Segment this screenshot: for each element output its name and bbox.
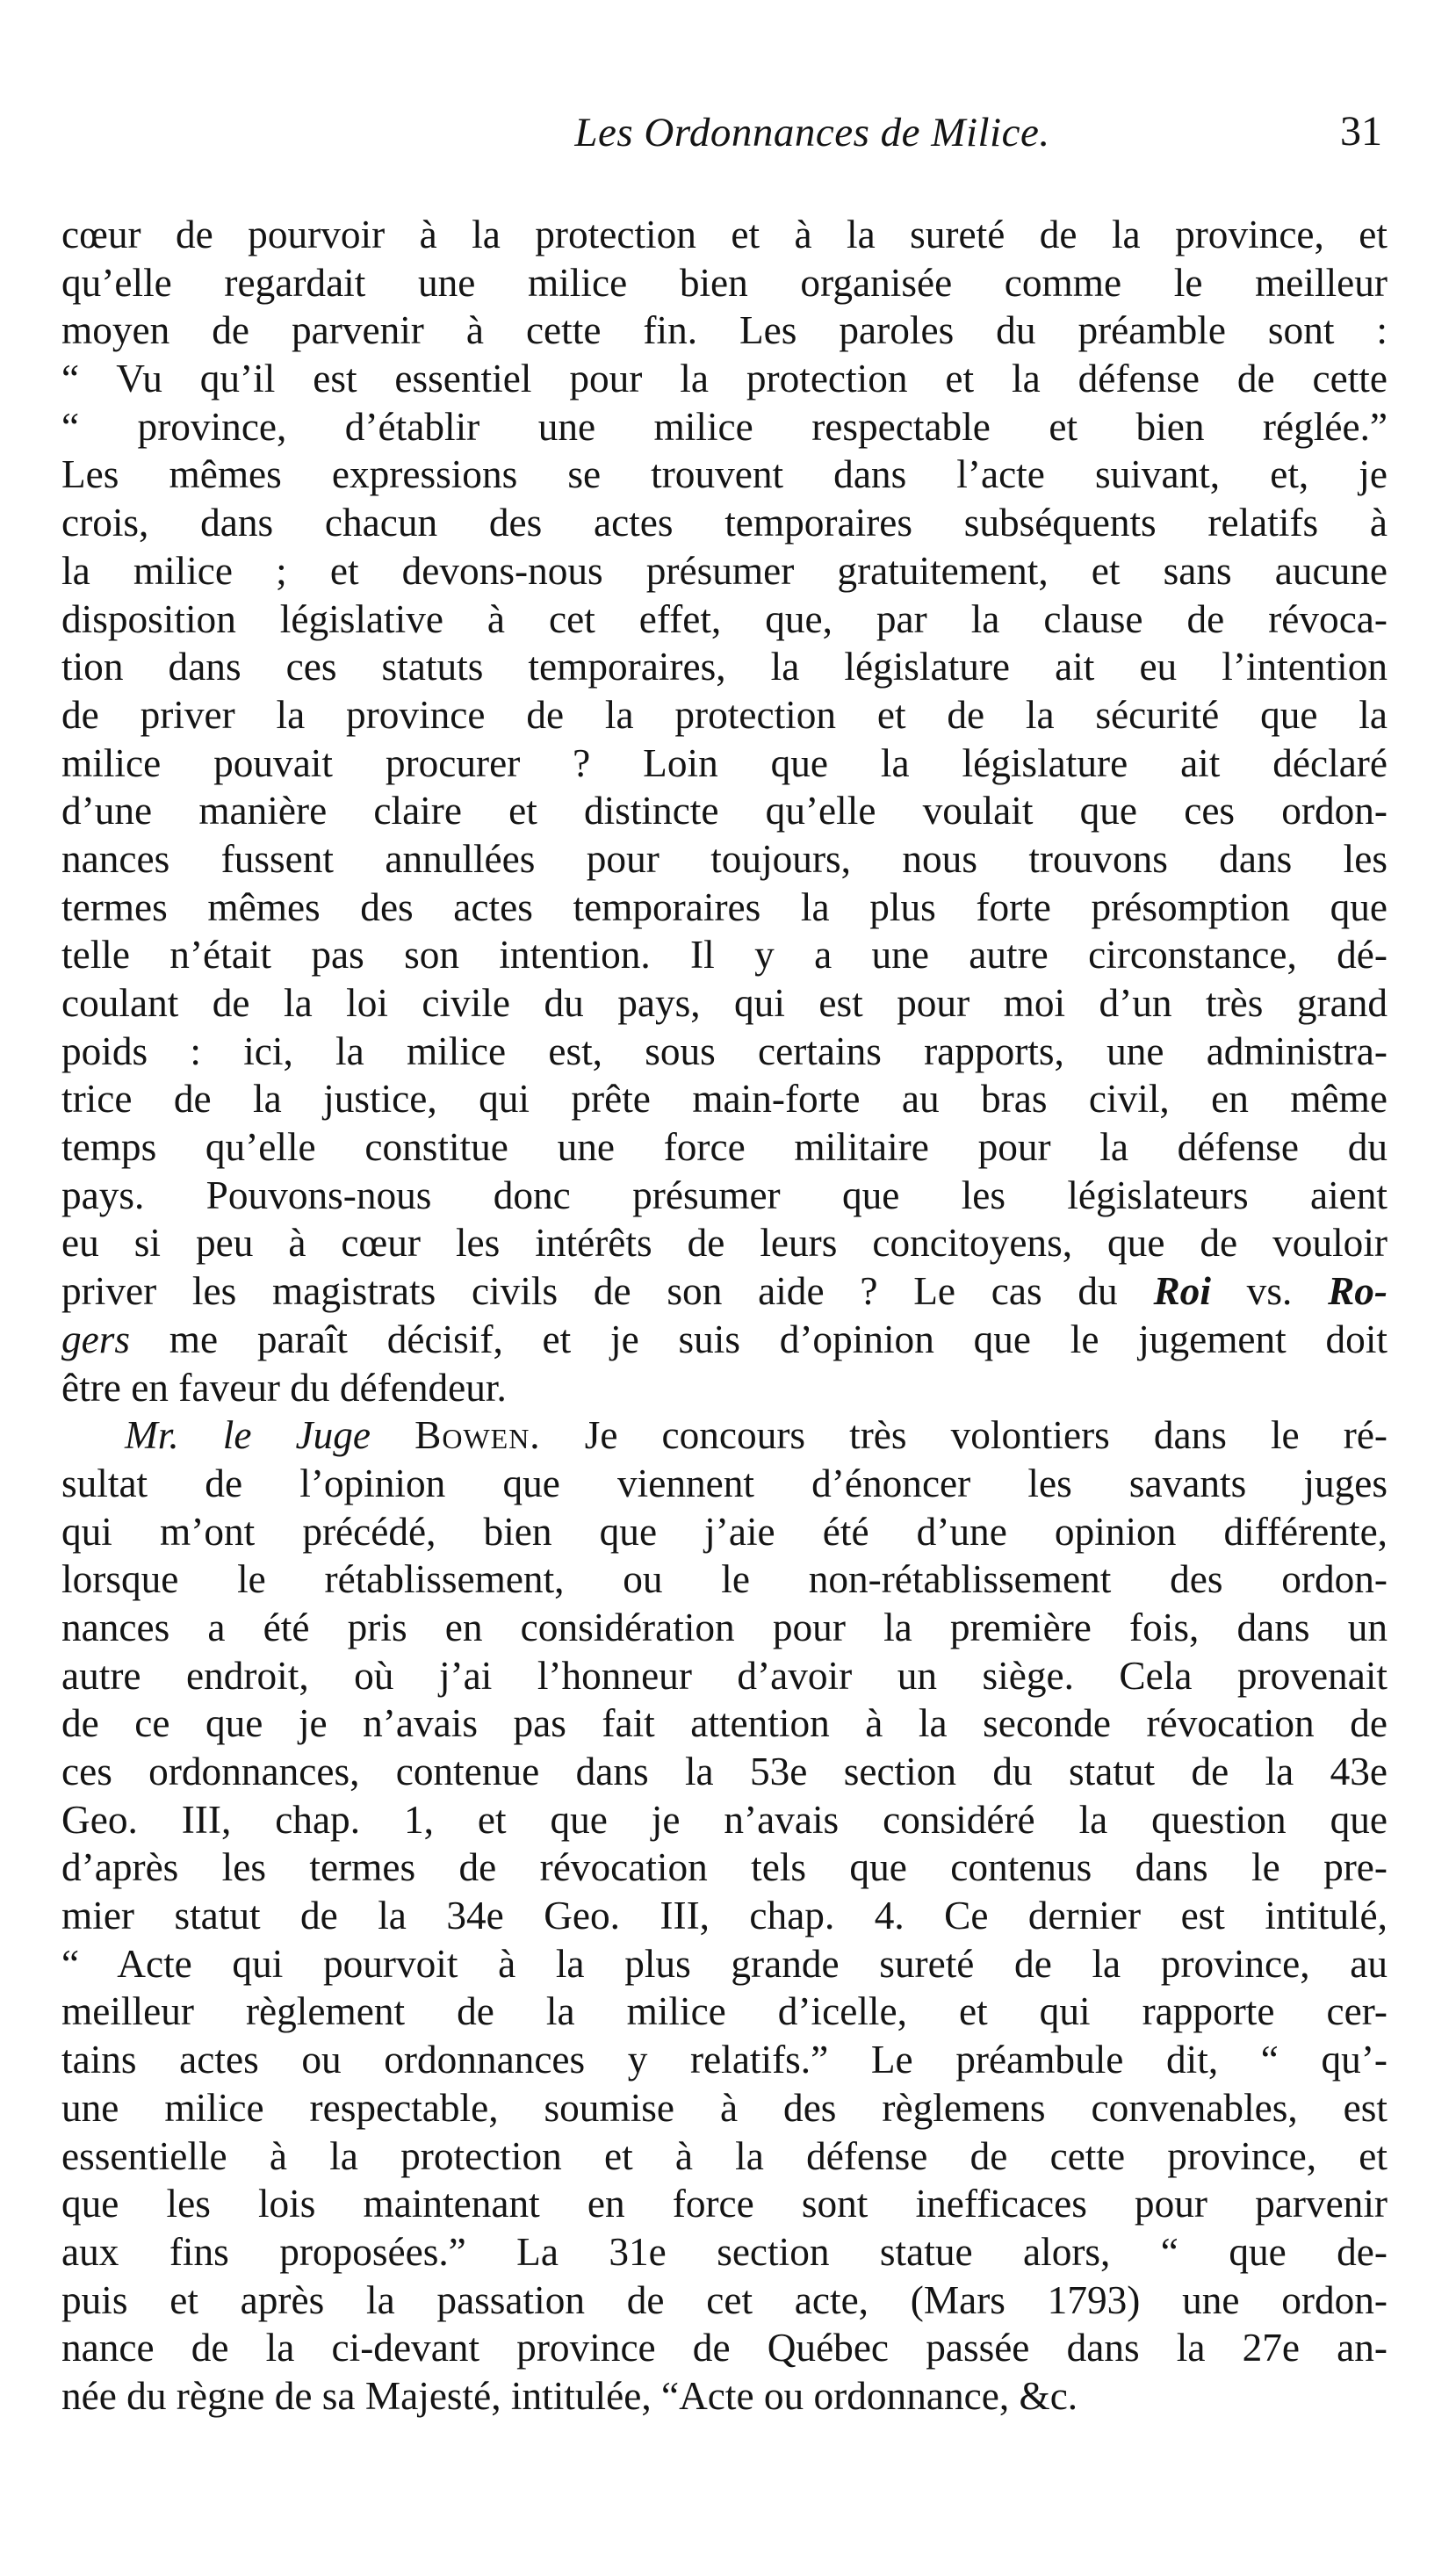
text-line: termes mêmes des actes temporaires la plus forte présomption que xyxy=(61,884,1388,929)
case-name-rogers-part1: Ro- xyxy=(1328,1269,1388,1314)
text-line: puis et après la passation de cet acte, (Mars 1793) une ordon- xyxy=(61,2277,1388,2322)
body-text xyxy=(61,211,1388,2421)
text-line: pays. Pouvons-nous donc présumer que les législateurs aient xyxy=(61,1173,1388,1217)
text-line: Les mêmes expressions se trouvent dans l’acte suivant, et, je xyxy=(61,452,1388,497)
running-head xyxy=(61,108,1388,174)
running-title: Les Ordonnances de Milice. xyxy=(574,110,1050,155)
text-line: de priver la province de la protection et de la sécurité que la xyxy=(61,692,1388,737)
text-line: tains actes ou ordonnances y relatifs.” Le préambule dit, “ qu’- xyxy=(61,2038,1388,2082)
text-line: crois, dans chacun des actes temporaires subséquents relatifs à xyxy=(61,501,1388,545)
page-number: 31 xyxy=(1340,108,1382,155)
text-line: aux fins proposées.” La 31e section statue alors, “ que de- xyxy=(61,2229,1388,2274)
judge-name: Bowen. xyxy=(414,1413,541,1458)
text-line: mier statut de la 34e Geo. III, chap. 4. Ce dernier est intitulé, xyxy=(61,1894,1388,1938)
judge-title: Mr. le Juge xyxy=(125,1413,371,1458)
line-fragment: vs. xyxy=(1210,1269,1329,1314)
line-fragment: me paraît décisif, et je suis d’opinion que le jugement doit xyxy=(130,1317,1388,1361)
text-line: “ Vu qu’il est essentiel pour la protection et la défense de cette xyxy=(61,357,1388,401)
text-line: qui m’ont précédé, bien que j’aie été d’une opinion différente, xyxy=(61,1509,1388,1554)
text-line-gers xyxy=(61,1316,1388,1364)
paragraph-2 xyxy=(61,1411,1388,2420)
case-name-roi: Roi xyxy=(1153,1269,1211,1314)
text-line: être en faveur du défendeur. xyxy=(61,1365,507,1410)
text-line: meilleur règlement de la milice d’icelle, et qui rapporte cer- xyxy=(61,1989,1388,2034)
text-line: d’après les termes de révocation tels que contenus dans le pre- xyxy=(61,1845,1388,1890)
text-line-roi xyxy=(61,1267,1388,1316)
text-line: eu si peu à cœur les intérêts de leurs concitoyens, que de vouloir xyxy=(61,1221,1388,1266)
text-line: nances a été pris en considération pour la première fois, dans un xyxy=(61,1605,1388,1649)
text-line: qu’elle regardait une milice bien organisée comme le meilleur xyxy=(61,260,1388,305)
text-line: Geo. III, chap. 1, et que je n’avais considéré la question que xyxy=(61,1797,1388,1842)
text-line: disposition législative à cet effet, que, par la clause de révoca- xyxy=(61,596,1388,641)
text-line: autre endroit, où j’ai l’honneur d’avoir un siège. Cela provenait xyxy=(61,1653,1388,1698)
text-line: “ province, d’établir une milice respectable et bien réglée.” xyxy=(61,404,1388,449)
case-name-rogers-part2: gers xyxy=(61,1317,131,1361)
text-line: nance de la ci-devant province de Québec passée dans la 27e an- xyxy=(61,2326,1388,2370)
line-fragment: priver les magistrats civils de son aide ? Le cas du xyxy=(61,1269,1154,1314)
text-line: essentielle à la protection et à la défense de cette province, et xyxy=(61,2133,1388,2178)
text-line: trice de la justice, qui prête main-forte au bras civil, en même xyxy=(61,1077,1388,1122)
text-line: coulant de la loi civile du pays, qui est pour moi d’un très grand xyxy=(61,981,1388,1025)
text-line: de ce que je n’avais pas fait attention à la seconde révocation de xyxy=(61,1701,1388,1746)
text-line-judge xyxy=(61,1411,1388,1460)
line-fragment: Je concours très volontiers dans le ré- xyxy=(540,1413,1388,1458)
text-line: poids : ici, la milice est, sous certains rapports, une administra- xyxy=(61,1028,1388,1073)
text-line: ces ordonnances, contenue dans la 53e section du statut de la 43e xyxy=(61,1750,1388,1793)
text-line: telle n’était pas son intention. Il y a une autre circonstance, dé- xyxy=(61,933,1388,978)
text-line: lorsque le rétablissement, ou le non-rétablissement des ordon- xyxy=(61,1557,1388,1602)
text-line: une milice respectable, soumise à des règlemens convenables, est xyxy=(61,2085,1388,2130)
paragraph-1 xyxy=(61,211,1388,1411)
text-line: sultat de l’opinion que viennent d’énoncer les savants juges xyxy=(61,1461,1388,1505)
text-line: tion dans ces statuts temporaires, la législature ait eu l’intention xyxy=(61,645,1388,689)
text-line: que les lois maintenant en force sont inefficaces pour parvenir xyxy=(61,2182,1388,2226)
text-line: “ Acte qui pourvoit à la plus grande sureté de la province, au xyxy=(61,1941,1388,1986)
text-line: nances fussent annullées pour toujours, nous trouvons dans les xyxy=(61,836,1388,881)
text-line: temps qu’elle constitue une force militaire pour la défense du xyxy=(61,1125,1388,1170)
text-line: la milice ; et devons-nous présumer gratuitement, et sans aucune xyxy=(61,548,1388,593)
book-page xyxy=(61,108,1388,2421)
text-line: moyen de parvenir à cette fin. Les paroles du préamble sont : xyxy=(61,308,1388,353)
text-line: cœur de pourvoir à la protection et à la sureté de la province, et xyxy=(61,213,1388,256)
text-line: née du règne de sa Majesté, intitulée, “Acte ou ordonnance, &c. xyxy=(61,2373,1078,2418)
text-line: d’une manière claire et distincte qu’elle voulait que ces ordon- xyxy=(61,789,1388,833)
text-line: milice pouvait procurer ? Loin que la législature ait déclaré xyxy=(61,740,1388,785)
